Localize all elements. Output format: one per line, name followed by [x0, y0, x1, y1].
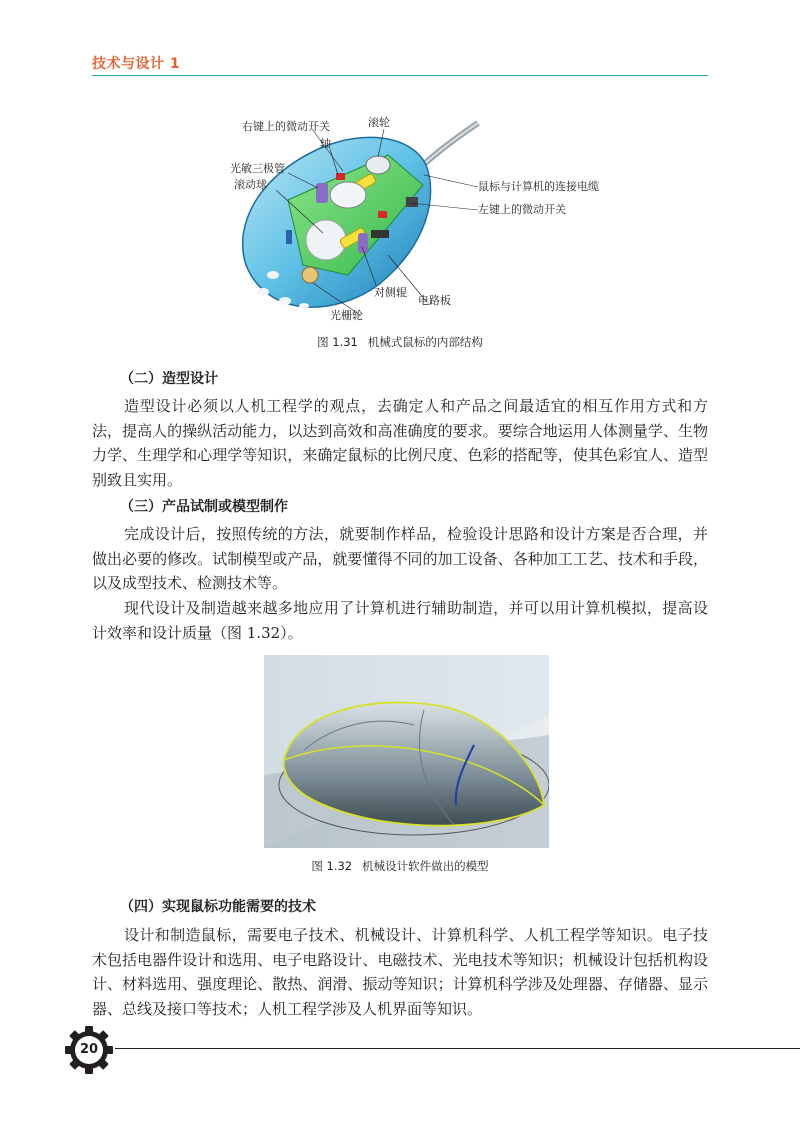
- label-phototransistor: 光敏三极管: [230, 162, 285, 175]
- figure-caption-text: 机械设计软件做出的模型: [362, 859, 489, 873]
- label-grating-wheel: 光栅轮: [330, 309, 363, 322]
- body-paragraph: 设计和制造鼠标，需要电子技术、机械设计、计算机科学、人机工程学等知识。电子技术包括电器件设计和选用、电子电路设计、电磁技术、光电技术等知识；机械设计包括机构设计、材料选用、强度理论、散热、润滑、振动等知识；计算机科学涉及处理器、存储器、显示器、总线及接口等技术；人机工程学涉及人机界面等知识。: [92, 926, 708, 1018]
- label-axle: 轴: [320, 137, 331, 150]
- cad-mouse-model-figure: [264, 655, 549, 848]
- figure-caption: [0, 858, 800, 874]
- figure-number: 图 1.31: [317, 335, 358, 349]
- figure-caption-text: 机械式鼠标的内部结构: [367, 335, 483, 349]
- section-heading: （二）造型设计: [120, 371, 218, 387]
- label-side-roller: 对侧辊: [374, 286, 407, 299]
- footer-rule: [115, 1048, 800, 1049]
- mouse-internal-structure-figure: [228, 115, 600, 325]
- label-circuit-board: 电路板: [418, 294, 451, 307]
- running-header-title: 技术与设计 1: [92, 56, 181, 72]
- section-heading: （四）实现鼠标功能需要的技术: [120, 899, 316, 915]
- body-paragraph: 现代设计及制造越来越多地应用了计算机进行辅助制造，并可以用计算机模拟，提高设计效率和设计质量（图 1.32）。: [92, 599, 708, 642]
- grating-wheel: [302, 267, 318, 283]
- figure-caption: [0, 334, 800, 350]
- body-paragraph: 造型设计必须以人机工程学的观点，去确定人和产品之间最适宜的相互作用方式和方法，提高人的操纵活动能力，以达到高效和高准确度的要求。要综合地运用人体测量学、生物力学、生理学和心理学等知识，来确定鼠标的比例尺度、色彩的搭配等，使其色彩宜人、造型别致且实用。: [92, 397, 708, 489]
- page-number: 20: [79, 1042, 99, 1057]
- header-rule: [92, 75, 708, 76]
- label-left-switch: 左键上的微动开关: [478, 203, 566, 216]
- section-heading: （三）产品试制或模型制作: [120, 499, 288, 515]
- scroll-wheel: [366, 156, 390, 174]
- label-wheel: 滚轮: [368, 116, 390, 129]
- figure-number: 图 1.32: [311, 859, 353, 873]
- label-right-switch: 右键上的微动开关: [242, 120, 330, 133]
- label-rolling-ball: 滚动球: [234, 178, 267, 191]
- body-paragraph: 完成设计后，按照传统的方法，就要制作样品，检验设计思路和设计方案是否合理，并做出必要的修改。试制模型或产品，就要懂得不同的加工设备、各种加工工艺、技术和手段，以及成型技术、检测技术等。: [92, 525, 708, 592]
- label-cable: 鼠标与计算机的连接电缆: [478, 180, 599, 193]
